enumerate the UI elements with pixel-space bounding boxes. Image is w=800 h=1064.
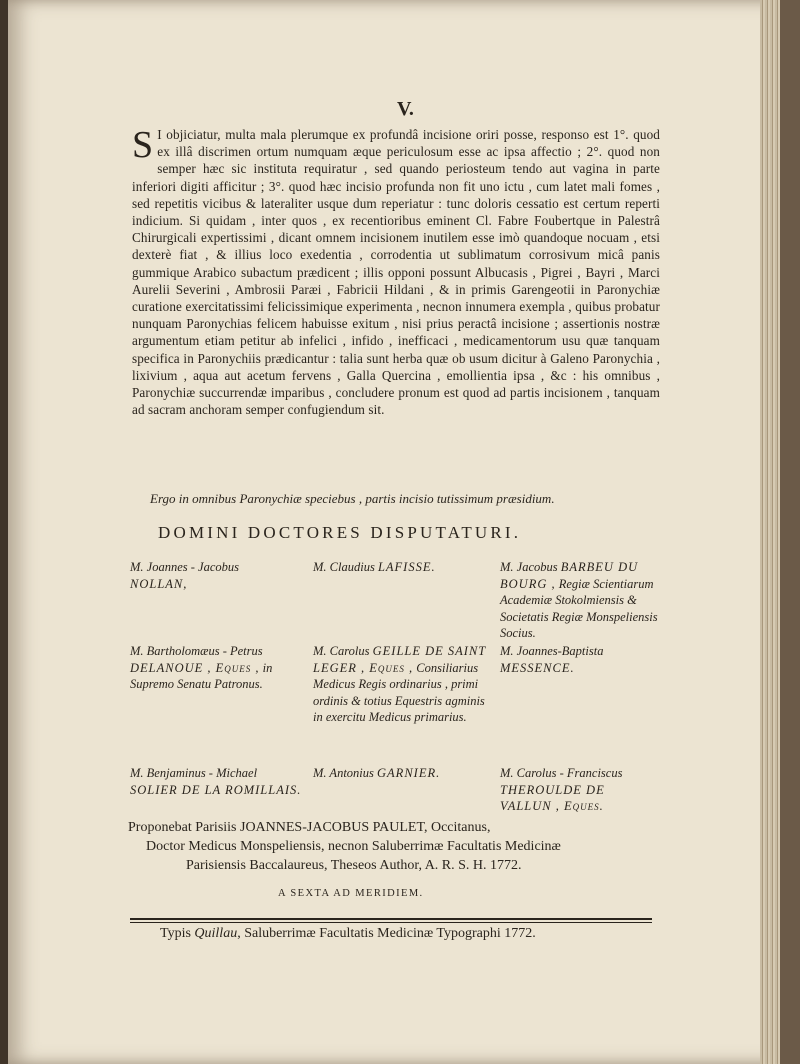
signature-mark: V. xyxy=(397,98,414,120)
doctors-heading: DOMINI DOCTORES DISPUTATURI. xyxy=(158,523,522,542)
doctor-entry: M. Benjaminus - Michael SOLIER DE LA ROMILLAIS. xyxy=(130,766,302,797)
drop-capital: S xyxy=(132,124,154,166)
doctor-entry: M. Joannes-Baptista MESSENCE. xyxy=(500,644,604,675)
divider-rule-thin xyxy=(130,922,652,923)
binding-shadow xyxy=(0,0,8,1064)
doctor-entry: M. Carolus - Franciscus THEROULDE DE VALLUN , Eques. xyxy=(500,766,623,813)
page-edge xyxy=(760,0,780,1064)
doctor-entry: M. Carolus GEILLE DE SAINT LEGER , Eques , Consiliarius Medicus Regis ordinarius , primi ordinis & totius Equestris agminis in exercitu Medicus primarius. xyxy=(313,644,487,724)
doctor-entry: M. Bartholomæus - Petrus DELANOUE , Eques , in Supremo Senatu Patronus. xyxy=(130,644,273,691)
body-text: I objiciatur, multa mala plerumque ex profundâ incisione oriri posse, responso est 1°. quod ex illâ discrimen ortum numquam æque periculosum esse ac ipsa affectio ; 2°. quod non semper hæc sic instituta requiratur , sed quando periosteum tendo aut vagina in parte inferiori digiti afficitur ; 3°. quod hæc incisio profunda non fit uno ictu , cum latet mali fomes , sed repetitis vicibus & lateraliter usque dum reperiatur : tunc doloris cessatio est certum reperti indicium. Si quidam , inter quos , ex recentioribus eminent Cl. Fabre Foubertque in Palestrâ Chirurgicali expertissimi , dicant omnem incisionem inutilem esse imò quandoque nocuam , etsi dexterè fiat , & illius loco exedentia , corrodentia ut sublimatum corrosivum micâ panis gummique Arabico subactum prædicent ; illis opponi possunt Albucasis , Pigrei , Bayri , Marci Aurelii Severini , Ambrosii Paræi , Fabricii Hildani , & in primis Garengeotii in Paronychiæ curatione exercitatissimi felicissimique experimenta , necnon innumera exempla , quibus probatur nunquam Paronychias felicem habuisse exitum , nisi prius peractâ incisione ; assertionis nostræ argumentum etiam petitur ab infelici , infido , inefficaci , medicamentorum usu quæ tanquam specifica in Paronychiis prædicantur : talia sunt herba quæ ob usum dicitur à Galeno Paronychia , lixivium , aqua aut acetum fervens , Galla Quercina , emollientia ipsa , &c : his omnibus , Paronychiæ succurrendæ imparibus , concludere pronum est quod ad partis incisionem , tanquam ad sacram anchoram semper confugiendum sit. xyxy=(132,127,660,418)
doctor-entry: M. Jacobus BARBEU DU BOURG , Regiæ Scientiarum Academiæ Stokolmiensis & Societatis Regiæ Monspeliensis Socius. xyxy=(500,560,658,640)
body-paragraph xyxy=(132,126,660,418)
doctor-entry: M. Antonius GARNIER. xyxy=(313,766,441,780)
proponebat-line: Parisiensis Baccalaureus, Theseos Author, A. R. S. H. 1772. xyxy=(186,858,522,873)
proponebat-block xyxy=(128,818,668,875)
divider-rule xyxy=(130,918,652,920)
conclusion-line: Ergo in omnibus Paronychiæ speciebus , partis incisio tutissimum præsidium. xyxy=(150,491,555,506)
proponebat-line: Proponebat Parisiis JOANNES-JACOBUS PAULET, Occitanus, xyxy=(128,820,491,835)
doctor-entry: M. Joannes - Jacobus NOLLAN, xyxy=(130,560,239,591)
doctor-entry: M. Claudius LAFISSE. xyxy=(313,560,436,574)
proponebat-line: Doctor Medicus Monspeliensis, necnon Saluberrimæ Facultatis Medicinæ xyxy=(146,839,561,854)
printer-imprint: Typis Quillau, Saluberrimæ Facultatis Medicinæ Typographi 1772. xyxy=(160,926,536,941)
time-line: A SEXTA AD MERIDIEM. xyxy=(278,888,424,899)
